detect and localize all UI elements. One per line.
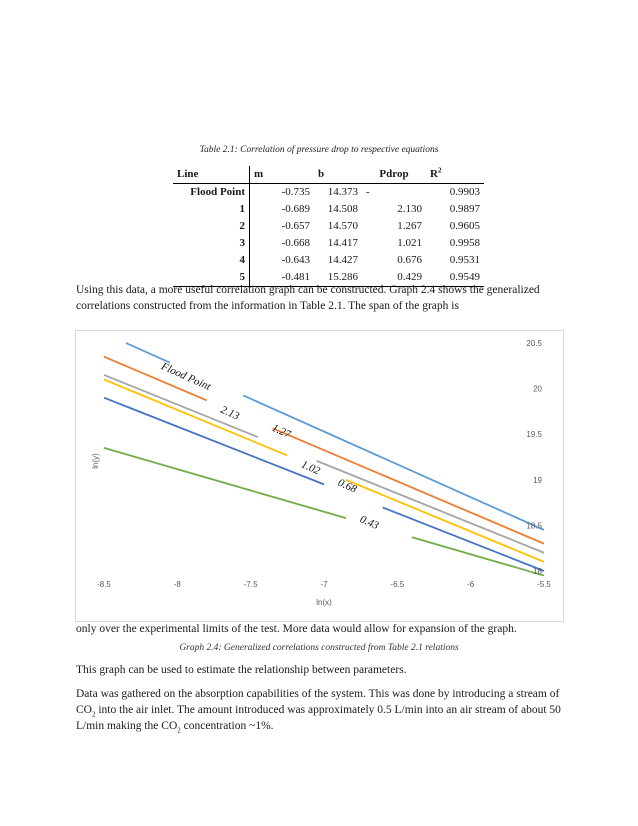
cell-r2: 0.9958 xyxy=(449,237,480,249)
table-header-row xyxy=(173,166,484,184)
series-line-0-68-0 xyxy=(104,398,324,485)
x-axis-ticks xyxy=(97,580,551,589)
line-label-0-68: 0.68 xyxy=(335,476,359,496)
series-line-0-43-0 xyxy=(104,448,346,518)
x-tick-label: -6 xyxy=(467,580,475,589)
series-line-0-43-1 xyxy=(412,537,544,575)
cell-r2: 0.9549 xyxy=(426,269,484,287)
series-line-1-02-0 xyxy=(104,379,287,455)
line-label-1-27: 1.27 xyxy=(269,422,293,441)
y-axis-label: ln(y) xyxy=(91,453,100,469)
graph-caption: Graph 2.4: Generalized correlations constructed from Table 2.1 relations xyxy=(179,643,459,653)
x-tick-label: -7 xyxy=(320,580,328,589)
x-tick-label: -7.5 xyxy=(243,580,258,589)
cell-pdrop: 1.021 xyxy=(397,237,422,249)
x-tick-label: -8 xyxy=(173,580,181,589)
absorption-text-b: into the air inlet. The amount introduced was approximately 0.5 L/min into an air stream of about 50 L/min making the CO xyxy=(76,704,561,732)
cell-line: 2 xyxy=(173,218,250,235)
x-tick-label: -5.5 xyxy=(537,580,551,589)
table-row xyxy=(173,235,484,252)
x-tick-label: -6.5 xyxy=(390,580,405,589)
header-pdrop: Pdrop xyxy=(362,166,426,184)
series-line-flood-point-0 xyxy=(126,343,170,363)
absorption-text-a: Data was gathered on the absorption capabilities of the system. This was done by introducing a stream of CO xyxy=(76,688,560,716)
paragraph-span: only over the experimental limits of the test. More data would allow for expansion of the graph. xyxy=(76,623,517,635)
co2-subscript-1: 2 xyxy=(91,710,96,719)
cell-m: -0.481 xyxy=(250,269,315,287)
cell-line: Flood Point xyxy=(173,184,250,202)
cell-pdrop: 2.130 xyxy=(397,203,422,215)
correlation-chart xyxy=(76,331,563,621)
header-r2-text: R xyxy=(430,168,438,180)
cell-line: 3 xyxy=(173,235,250,252)
cell-pdrop: 0.676 xyxy=(397,254,422,266)
paragraph-absorption xyxy=(76,686,566,734)
x-axis-label: ln(x) xyxy=(316,598,332,607)
header-m: m xyxy=(250,166,315,184)
cell-b: 14.570 xyxy=(327,220,358,232)
y-tick-label: 18.5 xyxy=(526,521,542,531)
cell-pdrop: - xyxy=(366,186,370,198)
cell-m: -0.643 xyxy=(281,254,310,266)
y-tick-label: 20 xyxy=(533,384,542,394)
cell-b: 14.427 xyxy=(327,254,358,266)
cell-r2: 0.9605 xyxy=(449,220,480,232)
series-line-0-68-1 xyxy=(383,507,544,571)
cell-m: -0.735 xyxy=(281,186,310,198)
table-body xyxy=(173,184,484,287)
table-row xyxy=(173,252,484,269)
y-tick-label: 19.5 xyxy=(526,430,542,440)
header-r2-superscript: 2 xyxy=(437,166,442,175)
cell-b: 15.286 xyxy=(314,269,362,287)
chart-frame xyxy=(75,330,564,622)
line-label-flood-point: Flood Point xyxy=(159,360,213,394)
cell-b: 14.373 xyxy=(327,186,358,198)
table-row xyxy=(173,218,484,235)
table-caption: Table 2.1: Correlation of pressure drop to respective equations xyxy=(199,145,439,155)
line-labels xyxy=(158,360,381,532)
paragraph-estimate: This graph can be used to estimate the relationship between parameters. xyxy=(76,664,407,676)
cell-line: 1 xyxy=(173,201,250,218)
series-line-1-27-1 xyxy=(317,461,544,553)
cell-r2: 0.9903 xyxy=(449,186,480,198)
line-label-0-43: 0.43 xyxy=(357,513,381,533)
y-tick-label: 19 xyxy=(533,475,542,485)
header-line: Line xyxy=(173,166,250,184)
table-row xyxy=(173,184,484,202)
cell-m: -0.668 xyxy=(281,237,310,249)
x-tick-label: -8.5 xyxy=(97,580,111,589)
line-label-2-13: 2.13 xyxy=(218,403,242,423)
cell-line: 4 xyxy=(173,252,250,269)
paragraph-intro: Using this data, a more useful correlation graph can be constructed. Graph 2.4 shows the generalized correlations constructed from the information in Table 2.1. The span of the graph is xyxy=(76,284,540,312)
absorption-text-c: concentration ~1%. xyxy=(180,720,274,732)
correlation-table xyxy=(173,166,484,287)
y-tick-label: 20.5 xyxy=(526,339,542,348)
cell-line: 5 xyxy=(173,269,250,287)
series-line-flood-point-1 xyxy=(243,395,544,529)
header-r2 xyxy=(426,166,484,184)
header-b: b xyxy=(314,166,362,184)
cell-r2: 0.9897 xyxy=(449,203,480,215)
cell-b: 14.508 xyxy=(327,203,358,215)
cell-b: 14.417 xyxy=(327,237,358,249)
cell-m: -0.689 xyxy=(281,203,310,215)
cell-pdrop: 1.267 xyxy=(397,220,422,232)
cell-r2: 0.9531 xyxy=(449,254,480,266)
table-row xyxy=(173,201,484,218)
y-tick-label: 18 xyxy=(533,567,542,576)
series-line-2-13-1 xyxy=(273,428,544,543)
series-layer xyxy=(104,343,544,576)
line-label-1-02: 1.02 xyxy=(299,458,322,478)
co2-subscript-2: 2 xyxy=(177,726,181,735)
cell-pdrop: 0.429 xyxy=(362,269,426,287)
cell-m: -0.657 xyxy=(281,220,310,232)
